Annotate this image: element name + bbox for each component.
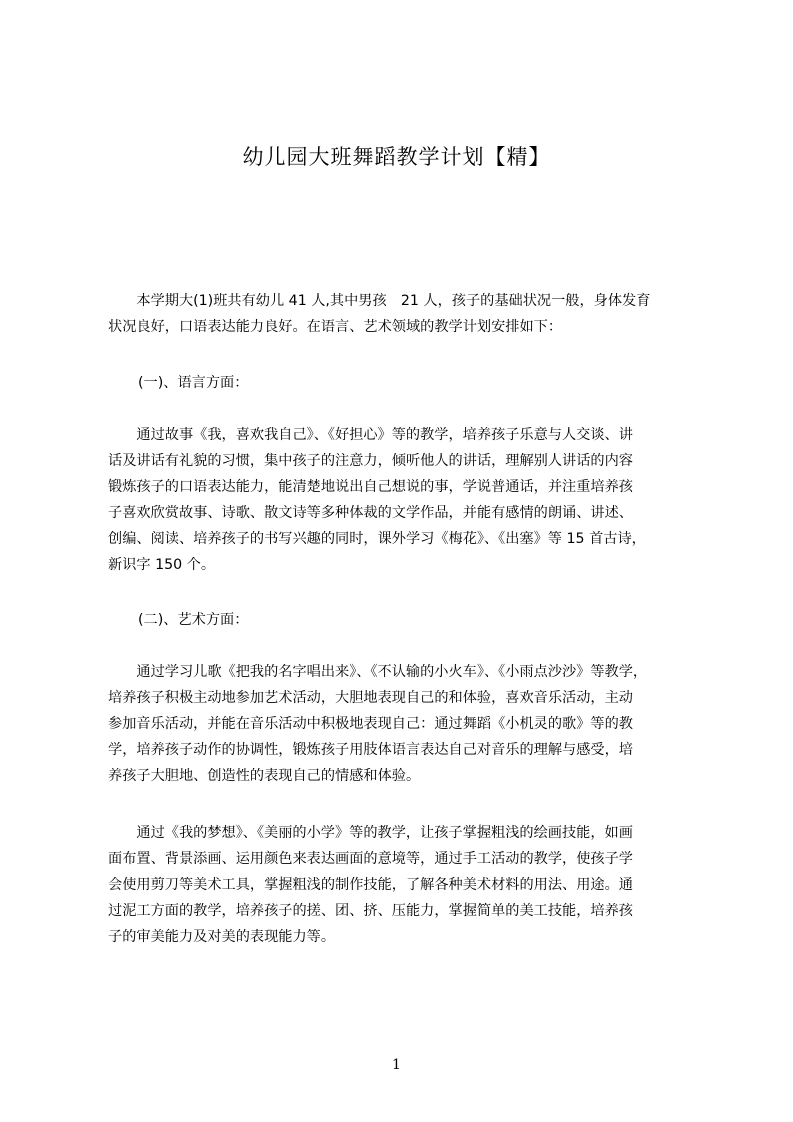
document-title: 幼儿园大班舞蹈教学计划【精】 (242, 145, 551, 169)
art-paragraph-2 (108, 820, 696, 950)
language-line: 创编、阅读、培养孩子的书写兴趣的同时，课外学习《梅花》、《出塞》等 15 首古诗， (108, 531, 646, 547)
language-line: 子喜欢欣赏故事、诗歌、散文诗等多种体裁的文学作品，并能有感情的朗诵、讲述、 (108, 505, 633, 521)
art-line: 面布置、背景添画、运用颜色来表达画面的意境等，通过手工活动的教学，使孩子学 (108, 851, 633, 867)
art-line: 养孩子大胆地、创造性的表现自己的情感和体验。 (108, 768, 421, 784)
art-line: 通过学习儿歌《把我的名字唱出来》、《不认输的小火车》、《小雨点沙沙》等教学， (108, 664, 648, 680)
art-line: 会使用剪刀等美术工具，掌握粗浅的制作技能，了解各种美术材料的用法、用途。通 (108, 877, 633, 893)
language-line: 通过故事《我，喜欢我自己》、《好担心》等的教学，培养孩子乐意与人交谈、讲 (108, 427, 633, 443)
language-line: 话及讲话有礼貌的习惯，集中孩子的注意力，倾听他人的讲话，理解别人讲话的内容 (108, 453, 633, 469)
intro-paragraph (108, 288, 696, 340)
art-paragraph-1 (108, 659, 696, 789)
language-line: 新识字 150 个。 (108, 557, 216, 573)
art-line: 参加音乐活动，并能在音乐活动中积极地表现自己：通过舞蹈《小机灵的歌》等的教 (108, 716, 633, 732)
section-heading-language: (一)、语言方面： (138, 375, 249, 391)
page-number: 1 (392, 1057, 401, 1073)
language-line: 锻炼孩子的口语表达能力，能清楚地说出自己想说的事，学说普通话，并注重培养孩 (108, 479, 633, 495)
art-line: 学，培养孩子动作的协调性，锻炼孩子用肢体语言表达自己对音乐的理解与感受，培 (108, 742, 633, 758)
art-line: 通过《我的梦想》、《美丽的小学》等的教学，让孩子掌握粗浅的绘画技能，如画 (108, 825, 633, 841)
intro-line: 状况良好，口语表达能力良好。在语言、艺术领域的教学计划安排如下： (108, 319, 563, 335)
section-heading-art: (二)、艺术方面： (138, 612, 249, 628)
art-line: 培养孩子积极主动地参加艺术活动，大胆地表现自己的和体验，喜欢音乐活动，主动 (108, 690, 633, 706)
art-line: 子的审美能力及对美的表现能力等。 (108, 929, 336, 945)
intro-line: 本学期大(1)班共有幼儿 41 人,其中男孩 21 人，孩子的基础状况一般，身体发育 (108, 293, 651, 309)
language-paragraph (108, 422, 696, 578)
art-line: 过泥工方面的教学，培养孩子的搓、团、挤、压能力，掌握简单的美工技能，培养孩 (108, 903, 633, 919)
